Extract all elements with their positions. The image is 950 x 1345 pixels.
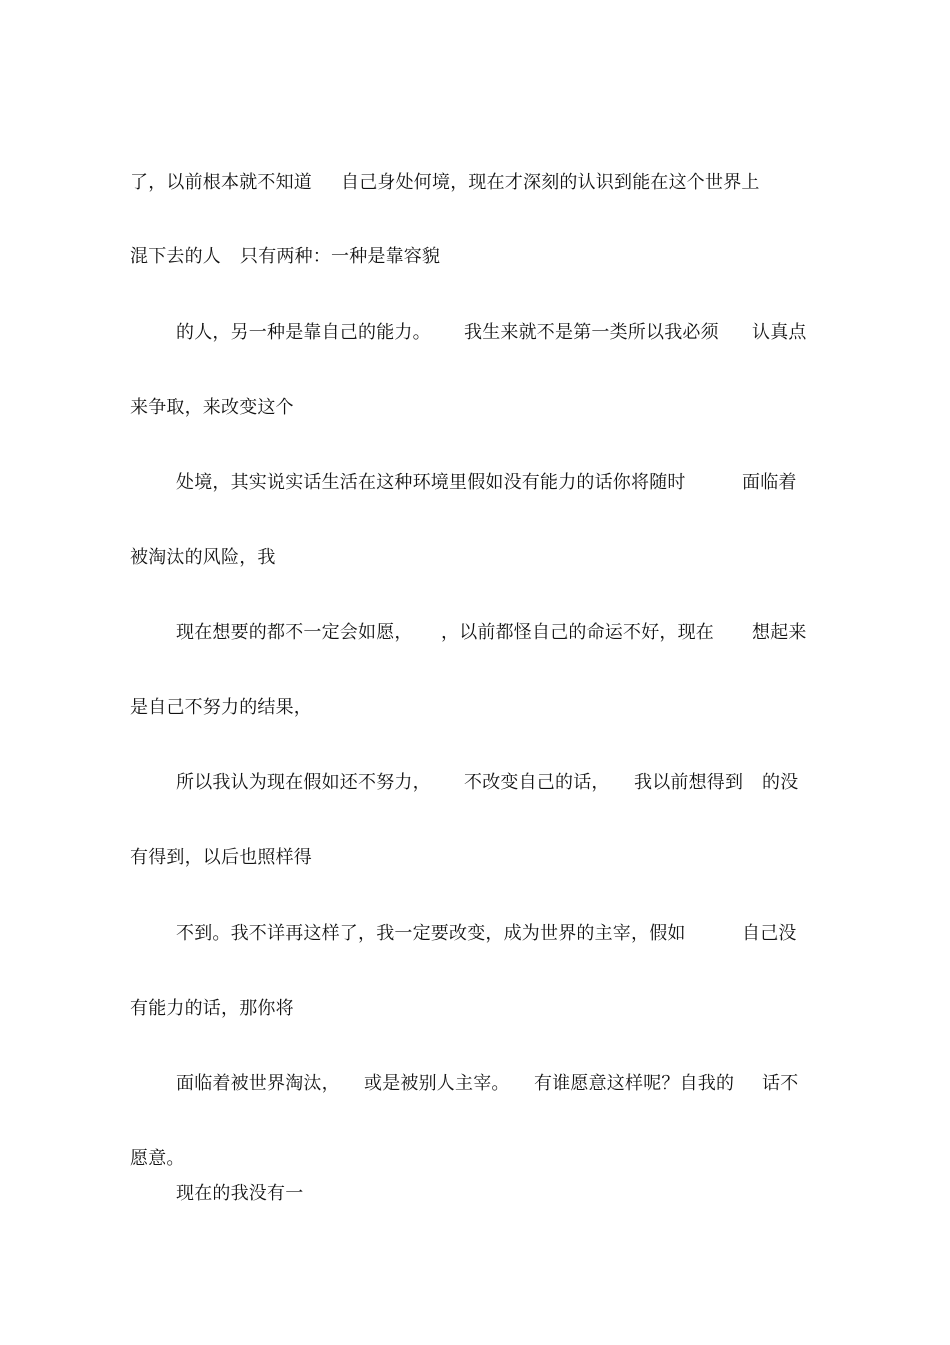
- text-segment: 有得到，以后也照样得: [130, 847, 312, 868]
- text-segment: 的没: [762, 772, 799, 793]
- text-line-15: [176, 1183, 304, 1249]
- text-line-4: [130, 397, 294, 463]
- text-segment: 来争取，来改变这个: [130, 397, 294, 418]
- text-line-10: [130, 847, 312, 913]
- text-segment: ，以前都怪自己的命运不好，现在: [441, 622, 714, 643]
- text-segment: 了，以前根本就不知道: [130, 172, 312, 193]
- text-segment: 面临着: [742, 472, 797, 493]
- text-segment: 自己没: [742, 923, 797, 944]
- text-segment: 被淘汰的风险，我: [130, 547, 276, 568]
- text-segment: 是自己不努力的结果，: [130, 697, 312, 718]
- text-segment: 现在的我没有一: [176, 1183, 304, 1204]
- text-line-14: [130, 1148, 185, 1214]
- text-segment: 想起来: [752, 622, 807, 643]
- text-segment: 认真点: [752, 322, 807, 343]
- text-line-8: [130, 697, 312, 763]
- text-segment: 混下去的人: [130, 246, 221, 267]
- text-segment: 愿意。: [130, 1148, 185, 1169]
- text-segment: 不到。我不详再这样了，我一定要改变，成为世界的主宰，假如: [176, 923, 686, 944]
- text-segment: 话不: [762, 1073, 799, 1094]
- text-segment: 只有两种：一种是靠容貌: [240, 246, 441, 267]
- text-segment: 或是被别人主宰。: [364, 1073, 510, 1094]
- text-segment: 面临着被世界淘汰，: [176, 1073, 340, 1094]
- text-segment: 自己身处何境，现在才深刻的认识到能在这个世界上: [341, 172, 760, 193]
- text-segment: 的人，另一种是靠自己的能力。: [176, 322, 431, 343]
- text-line-6: [130, 547, 276, 613]
- text-segment: 所以我认为现在假如还不努力，: [176, 772, 431, 793]
- text-segment: 我以前想得到: [634, 772, 744, 793]
- text-segment: 有谁愿意这样呢？自我的: [534, 1073, 735, 1094]
- text-segment: 有能力的话，那你将: [130, 998, 294, 1019]
- text-segment: 处境，其实说实话生活在这种环境里假如没有能力的话你将随时: [176, 472, 686, 493]
- text-segment: 不改变自己的话，: [464, 772, 610, 793]
- text-segment: 我生来就不是第一类所以我必须: [464, 322, 719, 343]
- text-line-12: [130, 998, 294, 1064]
- text-segment: 现在想要的都不一定会如愿，: [176, 622, 413, 643]
